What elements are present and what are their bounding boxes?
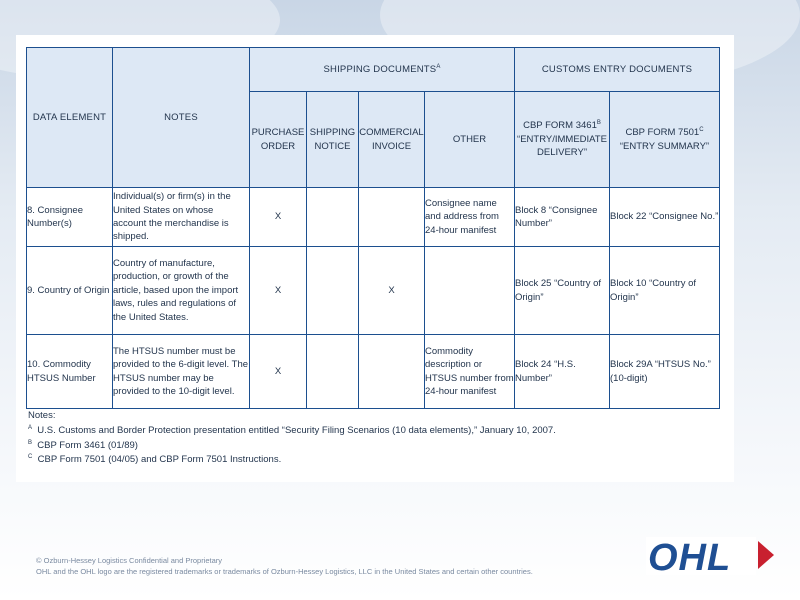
header-shipping-documents: SHIPPING $DOCUMENTS^A$	[250, 48, 515, 92]
header-purchase-order: PURCHASE ORDER	[250, 92, 307, 188]
cell-cbp-3461: Block 24 “H.S. Number”	[515, 335, 610, 409]
document-page	[16, 35, 734, 482]
cell-cbp-7501: Block 10 “Country of Origin”	[610, 247, 720, 335]
footnotes	[28, 409, 718, 468]
cell-commercial-invoice: X	[359, 247, 425, 335]
cell-other: Consignee name and address from 24-hour manifest	[425, 188, 515, 247]
cell-purchase-order: X	[250, 335, 307, 409]
header-shipping-notice: SHIPPING NOTICE	[307, 92, 359, 188]
cell-notes: Individual(s) or firm(s) in the United States on whose account the merchandise is shipped.	[113, 188, 250, 247]
cell-element: 10. Commodity HTSUS Number	[27, 335, 113, 409]
trademark-text: OHL and the OHL logo are the registered trademarks or trademarks of Ozburn-Hessey Logistics, LLC in the United States and certain other countries.	[36, 566, 533, 576]
footer	[36, 556, 636, 578]
header-notes: NOTES	[113, 48, 250, 188]
notes-heading: Notes:	[28, 410, 56, 421]
cell-commercial-invoice	[359, 188, 425, 247]
table-row	[27, 335, 720, 409]
cell-purchase-order: X	[250, 188, 307, 247]
cell-other	[425, 247, 515, 335]
header-customs-entry-documents: CUSTOMS ENTRY DOCUMENTS	[515, 48, 720, 92]
header-commercial-invoice: COMMERCIAL INVOICE	[359, 92, 425, 188]
cell-cbp-3461: Block 8 “Consignee Number”	[515, 188, 610, 247]
header-cbp-form-3461: CBP FORM $3461^B$ “ENTRY/IMMEDIATE DELIVERY”	[515, 92, 610, 188]
cell-cbp-7501: Block 22 “Consignee No.”	[610, 188, 720, 247]
cell-element: 8. Consignee Number(s)	[27, 188, 113, 247]
cell-element: 9. Country of Origin	[27, 247, 113, 335]
cell-purchase-order: X	[250, 247, 307, 335]
copyright-text: © Ozburn-Hessey Logistics Confidential and Proprietary	[36, 556, 223, 565]
header-cbp-form-7501: CBP FORM $7501^C$ “ENTRY SUMMARY”	[610, 92, 720, 188]
cell-notes: Country of manufacture, production, or growth of the article, based upon the import laws, rules and regulations of the United States.	[113, 247, 250, 335]
cell-commercial-invoice	[359, 335, 425, 409]
cell-other: Commodity description or HTSUS number from 24-hour manifest	[425, 335, 515, 409]
table-row	[27, 247, 720, 335]
footnote-a: $^A$ U.S. Customs and Border Protection presentation entitled “Security Filing Scenarios (10 data elements),” January 10, 2007.	[28, 424, 556, 436]
data-elements-table	[26, 47, 720, 409]
cell-shipping-notice	[307, 335, 359, 409]
header-data-element: DATA ELEMENT	[27, 48, 113, 188]
header-other: OTHER	[425, 92, 515, 188]
ohl-logo-graphic	[646, 535, 776, 577]
ohl-logo	[646, 535, 776, 577]
table-row	[27, 188, 720, 247]
footnote-c: $^C$ CBP Form 7501 (04/05) and CBP Form 7501 Instructions.	[28, 454, 282, 466]
cell-shipping-notice	[307, 247, 359, 335]
cell-notes: The HTSUS number must be provided to the 6-digit level. The HTSUS number may be provided to the 10-digit level.	[113, 335, 250, 409]
cell-cbp-7501: Block 29A “HTSUS No.” (10-digit)	[610, 335, 720, 409]
svg-text:OHL: OHL	[648, 537, 732, 577]
cell-shipping-notice	[307, 188, 359, 247]
cell-cbp-3461: Block 25 “Country of Origin”	[515, 247, 610, 335]
footnote-b: $^B$ CBP Form 3461 (01/89)	[28, 439, 138, 451]
